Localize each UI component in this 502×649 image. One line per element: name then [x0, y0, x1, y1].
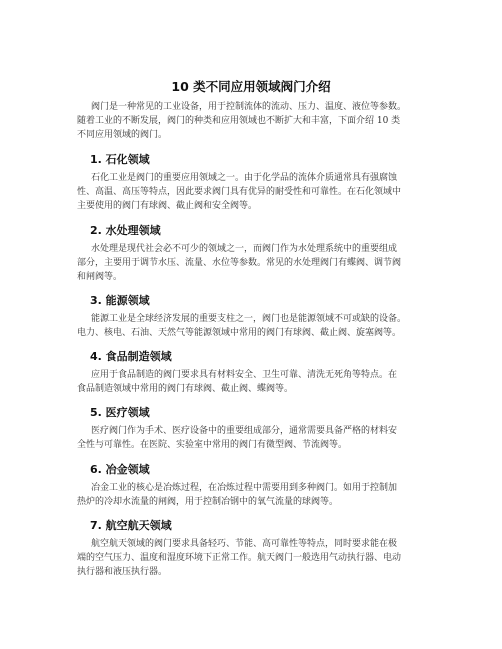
section-body-aerospace — [77, 537, 429, 579]
body-line: 冶金工业的核心是冶炼过程，在冶炼过程中需要用到多种阀门。如用于控制加 — [91, 483, 398, 493]
body-line: 应用于食品制造的阀门要求具有材料安全、卫生可靠、清洗无死角等特点。在 — [91, 370, 398, 380]
body-line: 执行器和液压执行器。 — [77, 567, 168, 577]
body-line: 航空航天领域的阀门要求具备轻巧、节能、高可靠性等特点，同时要求能在极 — [91, 539, 398, 549]
section-body-petrochemical — [77, 171, 429, 213]
body-line: 部分，主要用于调节水压、流量、水位等参数。常见的水处理阀门有蝶阀、调节阀 — [77, 258, 402, 268]
section-heading-metallurgy: 6. 冶金领域 — [90, 463, 150, 476]
section-body-medical — [77, 424, 429, 452]
body-line: 食品制造领域中常用的阀门有球阀、截止阀、蝶阀等。 — [77, 384, 294, 394]
intro-paragraph — [77, 100, 429, 142]
section-heading-petrochemical: 1. 石化领域 — [90, 153, 150, 166]
intro-line: 不同应用领域的阀门。 — [77, 130, 168, 140]
body-line: 和闸阀等。 — [77, 272, 123, 282]
section-body-metallurgy — [77, 481, 429, 509]
section-heading-medical: 5. 医疗领域 — [90, 406, 150, 419]
body-line: 石化工业是阀门的重要应用领域之一。由于化学品的流体介质通常具有强腐蚀 — [91, 173, 398, 183]
body-line: 水处理是现代社会必不可少的领域之一，而阀门作为水处理系统中的重要组成 — [91, 244, 398, 254]
body-line: 医疗阀门作为手术、医疗设备中的重要组成部分，通常需要具备严格的材料安 — [91, 426, 398, 436]
section-body-energy — [77, 312, 429, 340]
section-body-water-treatment — [77, 242, 429, 284]
body-line: 性、高温、高压等特点，因此要求阀门具有优异的耐受性和可靠性。在石化领域中 — [77, 187, 402, 197]
section-body-food-manufacturing — [77, 368, 429, 396]
section-heading-aerospace: 7. 航空航天领域 — [90, 519, 172, 532]
body-line: 全性与可靠性。在医院、实验室中常用的阀门有微型阀、节流阀等。 — [77, 440, 348, 450]
body-line: 热炉的冷却水流量的闸阀，用于控制冶钢中的氧气流量的球阀等。 — [77, 497, 339, 507]
body-line: 能源工业是全球经济发展的重要支柱之一，阀门也是能源领域不可或缺的设备。 — [91, 314, 407, 324]
document-title: 10 类不同应用领域阀门介绍 — [171, 79, 331, 94]
intro-line: 阀门是一种常见的工业设备，用于控制流体的流动、压力、温度、液位等参数。 — [91, 102, 407, 112]
body-line: 主要使用的阀门有球阀、截止阀和安全阀等。 — [77, 201, 258, 211]
section-heading-energy: 3. 能源领域 — [90, 294, 150, 307]
body-line: 端的空气压力、温度和湿度环境下正常工作。航天阀门一般选用气动执行器、电动 — [77, 553, 402, 563]
intro-line: 随着工业的不断发展，阀门的种类和应用领域也不断扩大和丰富，下面介绍 10 类 — [77, 116, 401, 126]
body-line: 电力、核电、石油、天然气等能源领域中常用的阀门有球阀、截止阀、旋塞阀等。 — [77, 328, 402, 338]
section-heading-water-treatment: 2. 水处理领域 — [90, 224, 161, 237]
section-heading-food-manufacturing: 4. 食品制造领域 — [90, 350, 172, 363]
